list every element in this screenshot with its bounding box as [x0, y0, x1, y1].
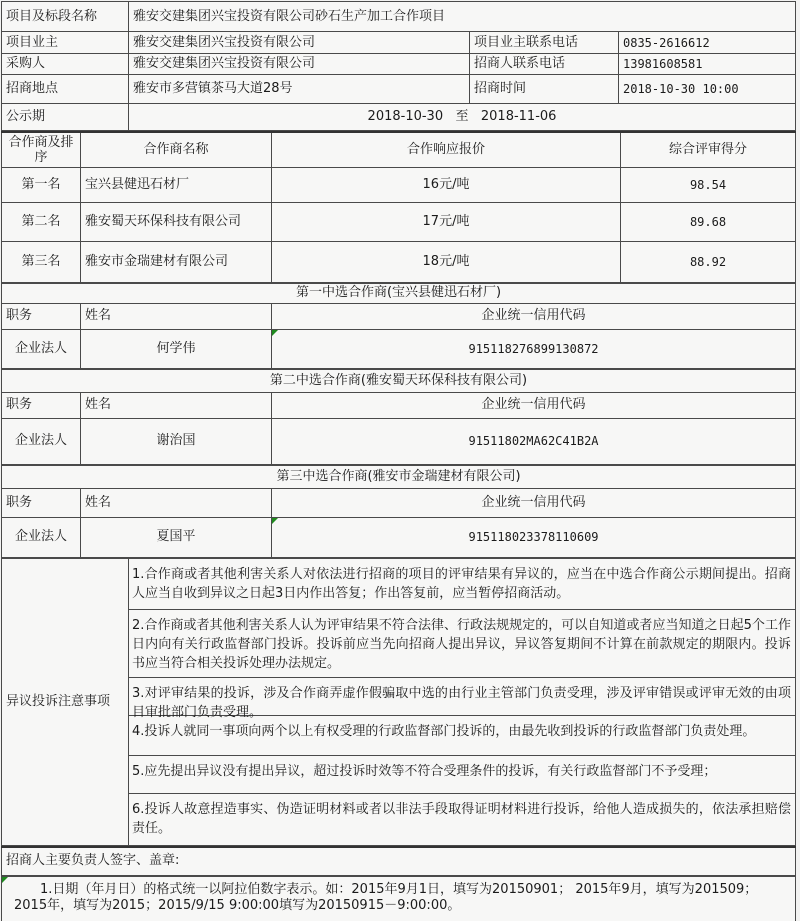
winner-section-2	[1, 369, 796, 465]
winner-header-row	[2, 392, 796, 418]
winner-title-row	[2, 465, 796, 488]
price-cell: 17元/吨	[272, 202, 621, 241]
table-row	[2, 2, 796, 32]
winner-header-row	[2, 488, 796, 517]
price-cell: 16元/吨	[272, 167, 621, 202]
credit-code-value: 915118276899130872	[468, 341, 599, 356]
complaint-notes-table	[1, 558, 796, 846]
complaint-item: 4.投诉人就同一事项向两个以上有权受理的行政监督部门投诉的，由最先收到投诉的行政监督部门负责处理。	[129, 716, 795, 756]
time-value: 2018-10-30 10:00	[619, 75, 796, 104]
table-row	[2, 558, 796, 845]
role-header: 职务	[2, 303, 81, 329]
winner-value-row	[2, 418, 796, 464]
table-row	[2, 202, 796, 241]
table-row	[2, 167, 796, 202]
table-row	[2, 847, 796, 876]
rank-cell: 第三名	[2, 241, 81, 282]
owner-label: 项目业主	[2, 32, 129, 54]
legal-person-cell: 何学伟	[81, 329, 272, 368]
credit-code-cell	[272, 329, 796, 368]
winner-title-row	[2, 283, 796, 303]
table-row	[2, 75, 796, 104]
code-header: 企业统一信用代码	[272, 488, 796, 517]
winner-title: 第一中选合作商(宝兴县健迅石材厂)	[2, 283, 796, 303]
winner-value-row	[2, 517, 796, 557]
table-row	[2, 104, 796, 131]
inviter-phone-value: 13981608581	[619, 54, 796, 75]
complaint-item: 2.合作商或者其他利害关系人认为评审结果不符合法律、行政法规规定的，可以自知道或者应当知道之日起5个工作日内向有关行政监督部门投诉。投诉前应当先向招商人提出异议，异议答复期间不计算在前款规定的期限内。投诉书应当符合相关投诉处理办法规定。	[129, 610, 795, 678]
legal-person-cell: 夏国平	[81, 517, 272, 557]
cell-corner-marker-icon	[272, 518, 278, 524]
publicity-period-label: 公示期	[2, 104, 129, 131]
project-info-table	[1, 1, 796, 131]
winner-header-row	[2, 303, 796, 329]
legal-person-cell: 谢治国	[81, 418, 272, 464]
complaint-item: 1.合作商或者其他利害关系人对依法进行招商的项目的评审结果有异议的，应当在中选合作商公示期间提出。招商人应当自收到异议之日起3日内作出答复；作出答复前，应当暂停招商活动。	[129, 559, 795, 610]
code-header: 企业统一信用代码	[272, 303, 796, 329]
role-cell: 企业法人	[2, 418, 81, 464]
role-header: 职务	[2, 488, 81, 517]
winner-title: 第二中选合作商(雅安蜀天环保科技有限公司)	[2, 369, 796, 392]
score-cell: 98.54	[621, 167, 796, 202]
complaint-item: 3.对评审结果的投诉，涉及合作商弄虚作假骗取中选的由行业主管部门负责受理，涉及评审错误或评审无效的由项目审批部门负责受理。	[129, 678, 795, 716]
winner-title: 第三中选合作商(雅安市金瑞建材有限公司)	[2, 465, 796, 488]
time-label: 招商时间	[470, 75, 619, 104]
cell-corner-marker-icon	[2, 877, 8, 883]
complaint-item: 6.投诉人故意捏造事实、伪造证明材料或者以非法手段取得证明材料进行投诉，给他人造成损失的，依法承担赔偿责任。	[132, 801, 791, 836]
complaint-item: 5.应先提出异议没有提出异议，超过投诉时效等不符合受理条件的投诉，有关行政监督部门不予受理；	[129, 756, 795, 794]
ranking-header-row	[2, 132, 796, 167]
price-col-header: 合作响应报价	[272, 132, 621, 167]
purchaser-value: 雅安交建集团兴宝投资有限公司	[129, 54, 470, 75]
publicity-period-value: 2018-10-30 至 2018-11-06	[129, 104, 796, 131]
winner-value-row	[2, 329, 796, 368]
score-cell: 89.68	[621, 202, 796, 241]
cell-corner-marker-icon	[272, 330, 278, 336]
role-header: 职务	[2, 392, 81, 418]
owner-phone-value: 0835-2616612	[619, 32, 796, 54]
complaint-section-label: 异议投诉注意事项	[2, 558, 129, 845]
role-cell: 企业法人	[2, 329, 81, 368]
publicity-form	[1, 1, 795, 921]
complaint-items-cell	[129, 558, 796, 845]
table-row	[2, 241, 796, 282]
bidder-name-cell: 宝兴县健迅石材厂	[81, 167, 272, 202]
signature-table	[1, 846, 796, 877]
table-row	[2, 54, 796, 75]
ranking-table	[1, 131, 796, 283]
name-header: 姓名	[81, 303, 272, 329]
credit-code-cell	[272, 517, 796, 557]
project-name-label: 项目及标段名称	[2, 2, 129, 32]
rank-col-header: 合作商及排序	[2, 132, 81, 167]
date-format-note-text: 1.日期（年月日）的格式统一以阿拉伯数字表示。如：2015年9月1日，填写为20150901； 2015年9月，填写为201509；2015年，填写为2015；2015/9/15 9:00:00填写为20150915－9:00:00。	[14, 882, 758, 913]
credit-code-value: 91511802MA62C41B2A	[468, 434, 599, 448]
table-row	[2, 32, 796, 54]
name-header: 姓名	[81, 392, 272, 418]
signature-label: 招商人主要负责人签字、盖章:	[2, 847, 796, 876]
rank-cell: 第二名	[2, 202, 81, 241]
name-col-header: 合作商名称	[81, 132, 272, 167]
credit-code-cell	[272, 418, 796, 464]
name-header: 姓名	[81, 488, 272, 517]
winner-section-3	[1, 465, 796, 558]
inviter-phone-label: 招商人联系电话	[470, 54, 619, 75]
winner-section-1	[1, 283, 796, 369]
score-col-header: 综合评审得分	[621, 132, 796, 167]
code-header: 企业统一信用代码	[272, 392, 796, 418]
project-name-value: 雅安交建集团兴宝投资有限公司砂石生产加工合作项目	[129, 2, 796, 32]
score-cell: 88.92	[621, 241, 796, 282]
credit-code-value: 915118023378110609	[468, 530, 599, 544]
bidder-name-cell: 雅安蜀天环保科技有限公司	[81, 202, 272, 241]
winner-title-row	[2, 369, 796, 392]
owner-value: 雅安交建集团兴宝投资有限公司	[129, 32, 470, 54]
venue-label: 招商地点	[2, 75, 129, 104]
bidder-name-cell: 雅安市金瑞建材有限公司	[81, 241, 272, 282]
venue-value: 雅安市多营镇茶马大道28号	[129, 75, 470, 104]
rank-cell: 第一名	[2, 167, 81, 202]
owner-phone-label: 项目业主联系电话	[470, 32, 619, 54]
role-cell: 企业法人	[2, 517, 81, 557]
purchaser-label: 采购人	[2, 54, 129, 75]
price-cell: 18元/吨	[272, 241, 621, 282]
